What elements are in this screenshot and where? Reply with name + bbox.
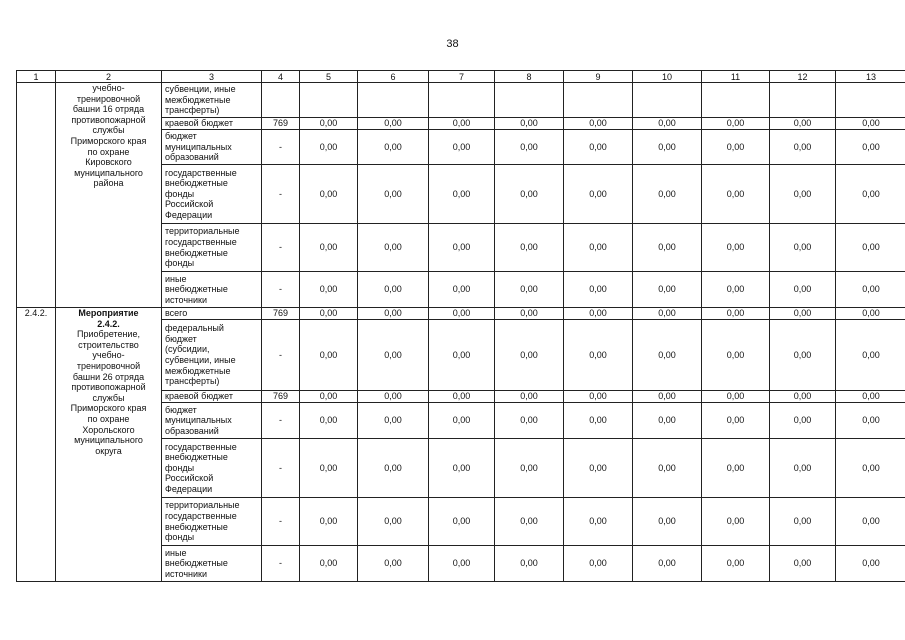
- activity-description-line: службы: [92, 125, 125, 136]
- budget-code-cell: -: [262, 272, 300, 308]
- funding-source-line: внебюджетные: [165, 178, 228, 189]
- funding-source-line: субвенции, иные: [165, 84, 236, 95]
- amount-cell: 0,00: [564, 224, 633, 272]
- funding-source: [162, 130, 262, 165]
- funding-source-line: территориальные: [165, 500, 240, 511]
- funding-source-line: государственные: [165, 236, 237, 247]
- funding-source-line: внебюджетные: [165, 452, 228, 463]
- amount-cell: [495, 83, 564, 118]
- amount-cell: 0,00: [836, 272, 905, 308]
- amount-cell: 0,00: [300, 403, 358, 439]
- amount-cell: 0,00: [633, 224, 702, 272]
- budget-code-cell: 769: [262, 308, 300, 320]
- amount-cell: 0,00: [429, 546, 495, 582]
- amount-cell: 0,00: [429, 272, 495, 308]
- funding-source-line: всего: [165, 308, 188, 319]
- table-row: [17, 83, 905, 118]
- item-code: 2.4.2.: [17, 308, 56, 582]
- funding-source: [162, 118, 262, 130]
- column-header: 13: [836, 71, 905, 83]
- amount-cell: 0,00: [495, 272, 564, 308]
- funding-source-line: государственные: [165, 441, 237, 452]
- amount-cell: 0,00: [836, 391, 905, 403]
- funding-source-line: муниципальных: [165, 415, 232, 426]
- column-header: 11: [702, 71, 770, 83]
- funding-source-line: муниципальных: [165, 141, 232, 152]
- activity-description-line: Приморского края: [70, 403, 147, 414]
- amount-cell: [633, 83, 702, 118]
- amount-cell: 0,00: [429, 308, 495, 320]
- funding-source-line: внебюджетные: [165, 247, 228, 258]
- amount-cell: 0,00: [702, 272, 770, 308]
- column-header: 2: [56, 71, 162, 83]
- activity-description-line: башни 16 отряда: [72, 104, 145, 115]
- activity-description-line: округа: [95, 445, 122, 456]
- budget-code-cell: -: [262, 224, 300, 272]
- amount-cell: 0,00: [564, 308, 633, 320]
- amount-cell: 0,00: [633, 403, 702, 439]
- amount-cell: 0,00: [633, 391, 702, 403]
- amount-cell: [429, 83, 495, 118]
- amount-cell: 0,00: [702, 165, 770, 224]
- amount-cell: 0,00: [770, 308, 836, 320]
- amount-cell: [300, 83, 358, 118]
- activity-description-line: Приобретение,: [77, 329, 140, 340]
- amount-cell: 0,00: [358, 118, 429, 130]
- amount-cell: 0,00: [495, 439, 564, 498]
- funding-source: [162, 546, 262, 582]
- amount-cell: 0,00: [836, 546, 905, 582]
- funding-source-line: государственные: [165, 167, 237, 178]
- amount-cell: [702, 83, 770, 118]
- amount-cell: 0,00: [633, 308, 702, 320]
- funding-source-line: бюджет: [165, 404, 197, 415]
- budget-code-cell: -: [262, 320, 300, 391]
- budget-code-cell: 769: [262, 118, 300, 130]
- amount-cell: 0,00: [300, 165, 358, 224]
- budget-code-cell: -: [262, 403, 300, 439]
- budget-code-cell: -: [262, 130, 300, 165]
- funding-source: [162, 498, 262, 546]
- amount-cell: 0,00: [836, 130, 905, 165]
- amount-cell: [564, 83, 633, 118]
- funding-source: [162, 439, 262, 498]
- activity-description-line: по охране: [87, 413, 130, 424]
- funding-source-line: краевой бюджет: [165, 391, 233, 402]
- activity-description-line: муниципального: [74, 435, 143, 446]
- amount-cell: 0,00: [300, 118, 358, 130]
- amount-cell: 0,00: [495, 308, 564, 320]
- amount-cell: 0,00: [564, 272, 633, 308]
- amount-cell: 0,00: [495, 118, 564, 130]
- funding-source: [162, 83, 262, 118]
- funding-source-line: федеральный: [165, 323, 224, 334]
- table-body: [17, 71, 905, 582]
- funding-source-line: государственные: [165, 510, 237, 521]
- amount-cell: 0,00: [358, 498, 429, 546]
- funding-source-line: Российской: [165, 473, 214, 484]
- amount-cell: 0,00: [495, 130, 564, 165]
- amount-cell: 0,00: [495, 165, 564, 224]
- funding-source-line: бюджет: [165, 131, 197, 142]
- activity-description-line: противопожарной: [71, 382, 146, 393]
- amount-cell: 0,00: [633, 272, 702, 308]
- funding-source: [162, 165, 262, 224]
- funding-source-line: образований: [165, 152, 219, 163]
- funding-source-line: иные: [165, 273, 187, 284]
- funding-source-line: бюджет: [165, 333, 197, 344]
- amount-cell: 0,00: [702, 391, 770, 403]
- column-header: 8: [495, 71, 564, 83]
- amount-cell: 0,00: [300, 546, 358, 582]
- budget-code-cell: -: [262, 546, 300, 582]
- amount-cell: 0,00: [429, 224, 495, 272]
- funding-source-line: фонды: [165, 462, 195, 473]
- amount-cell: 0,00: [770, 118, 836, 130]
- amount-cell: 0,00: [770, 439, 836, 498]
- amount-cell: 0,00: [564, 130, 633, 165]
- activity-description-line: тренировочной: [76, 93, 141, 104]
- amount-cell: 0,00: [564, 320, 633, 391]
- amount-cell: 0,00: [495, 498, 564, 546]
- amount-cell: 0,00: [836, 498, 905, 546]
- funding-source: [162, 391, 262, 403]
- funding-source: [162, 272, 262, 308]
- amount-cell: 0,00: [770, 272, 836, 308]
- funding-source-line: Федерации: [165, 483, 213, 494]
- funding-source-line: межбюджетные: [165, 94, 231, 105]
- amount-cell: 0,00: [633, 320, 702, 391]
- amount-cell: 0,00: [300, 391, 358, 403]
- funding-source-line: внебюджетные: [165, 521, 228, 532]
- column-header: 10: [633, 71, 702, 83]
- amount-cell: 0,00: [358, 308, 429, 320]
- column-header: 9: [564, 71, 633, 83]
- amount-cell: 0,00: [770, 498, 836, 546]
- amount-cell: 0,00: [702, 439, 770, 498]
- amount-cell: 0,00: [702, 546, 770, 582]
- funding-source-line: иные: [165, 547, 187, 558]
- funding-source-line: фонды: [165, 188, 195, 199]
- amount-cell: 0,00: [429, 320, 495, 391]
- activity-description-line: башни 26 отряда: [72, 371, 145, 382]
- funding-source-line: источники: [165, 568, 208, 579]
- amount-cell: 0,00: [300, 224, 358, 272]
- budget-code-cell: [262, 83, 300, 118]
- amount-cell: 0,00: [564, 403, 633, 439]
- amount-cell: 0,00: [633, 439, 702, 498]
- page-number: 38: [446, 38, 459, 50]
- activity-description-line: Кировского: [85, 157, 132, 168]
- funding-source: [162, 320, 262, 391]
- amount-cell: 0,00: [770, 130, 836, 165]
- activity-description-line: тренировочной: [76, 360, 141, 371]
- funding-source-line: субвенции, иные: [165, 355, 236, 365]
- column-header: 12: [770, 71, 836, 83]
- funding-source-line: краевой бюджет: [165, 118, 233, 129]
- amount-cell: 0,00: [836, 224, 905, 272]
- amount-cell: 0,00: [633, 130, 702, 165]
- amount-cell: 0,00: [358, 320, 429, 391]
- amount-cell: 0,00: [429, 118, 495, 130]
- activity-description-line: противопожарной: [71, 114, 146, 125]
- amount-cell: 0,00: [770, 546, 836, 582]
- amount-cell: 0,00: [770, 224, 836, 272]
- amount-cell: 0,00: [770, 320, 836, 391]
- amount-cell: 0,00: [495, 391, 564, 403]
- amount-cell: 0,00: [564, 118, 633, 130]
- amount-cell: 0,00: [300, 272, 358, 308]
- column-header: 5: [300, 71, 358, 83]
- funding-source-line: межбюджетные: [165, 365, 231, 376]
- amount-cell: 0,00: [429, 403, 495, 439]
- activity-description-line: учебно-: [92, 83, 125, 93]
- amount-cell: 0,00: [429, 498, 495, 546]
- activity-description-line: Хорольского: [82, 424, 135, 435]
- amount-cell: 0,00: [495, 224, 564, 272]
- activity-title-line: Мероприятие: [78, 308, 139, 318]
- funding-source-line: Федерации: [165, 209, 213, 220]
- amount-cell: 0,00: [358, 403, 429, 439]
- funding-source: [162, 224, 262, 272]
- amount-cell: 0,00: [836, 320, 905, 391]
- amount-cell: 0,00: [633, 546, 702, 582]
- item-description: [56, 308, 162, 582]
- funding-source-line: источники: [165, 294, 208, 305]
- amount-cell: 0,00: [495, 546, 564, 582]
- column-header: 4: [262, 71, 300, 83]
- activity-description-line: муниципального: [74, 167, 143, 178]
- item-code: [17, 83, 56, 308]
- funding-source: [162, 308, 262, 320]
- amount-cell: 0,00: [358, 224, 429, 272]
- activity-description-line: Приморского края: [70, 135, 147, 146]
- funding-source-line: трансферты): [165, 105, 220, 116]
- activity-title-line: 2.4.2.: [97, 318, 120, 329]
- amount-cell: [836, 83, 905, 118]
- amount-cell: 0,00: [358, 546, 429, 582]
- amount-cell: 0,00: [429, 439, 495, 498]
- column-header: 7: [429, 71, 495, 83]
- funding-source-line: трансферты): [165, 376, 220, 387]
- amount-cell: 0,00: [633, 118, 702, 130]
- amount-cell: 0,00: [429, 165, 495, 224]
- amount-cell: 0,00: [564, 546, 633, 582]
- amount-cell: 0,00: [300, 308, 358, 320]
- amount-cell: 0,00: [702, 224, 770, 272]
- activity-description-line: учебно-: [92, 350, 125, 361]
- amount-cell: 0,00: [770, 403, 836, 439]
- amount-cell: 0,00: [429, 130, 495, 165]
- amount-cell: 0,00: [300, 498, 358, 546]
- funding-source-line: фонды: [165, 532, 195, 543]
- amount-cell: 0,00: [633, 498, 702, 546]
- budget-code-cell: -: [262, 498, 300, 546]
- amount-cell: 0,00: [564, 439, 633, 498]
- amount-cell: 0,00: [358, 272, 429, 308]
- activity-description-line: строительство: [78, 339, 139, 350]
- funding-source-line: (субсидии,: [165, 344, 210, 355]
- amount-cell: 0,00: [300, 439, 358, 498]
- amount-cell: 0,00: [564, 391, 633, 403]
- funding-source-line: фонды: [165, 258, 195, 269]
- funding-source-line: территориальные: [165, 226, 240, 237]
- funding-source-line: внебюджетные: [165, 558, 228, 569]
- column-header: 1: [17, 71, 56, 83]
- amount-cell: [358, 83, 429, 118]
- amount-cell: 0,00: [702, 118, 770, 130]
- amount-cell: 0,00: [836, 118, 905, 130]
- amount-cell: 0,00: [564, 165, 633, 224]
- amount-cell: 0,00: [429, 391, 495, 403]
- table-row: [17, 308, 905, 320]
- amount-cell: 0,00: [836, 403, 905, 439]
- funding-source-line: внебюджетные: [165, 284, 228, 295]
- amount-cell: 0,00: [358, 130, 429, 165]
- header-row: [17, 71, 905, 83]
- amount-cell: 0,00: [495, 403, 564, 439]
- amount-cell: 0,00: [836, 439, 905, 498]
- amount-cell: 0,00: [702, 308, 770, 320]
- column-header: 3: [162, 71, 262, 83]
- budget-code-cell: -: [262, 439, 300, 498]
- amount-cell: 0,00: [300, 320, 358, 391]
- amount-cell: 0,00: [633, 165, 702, 224]
- activity-description-line: района: [93, 178, 124, 189]
- amount-cell: 0,00: [836, 165, 905, 224]
- amount-cell: 0,00: [770, 165, 836, 224]
- amount-cell: 0,00: [770, 391, 836, 403]
- amount-cell: 0,00: [702, 403, 770, 439]
- activity-description-line: по охране: [87, 146, 130, 157]
- budget-code-cell: 769: [262, 391, 300, 403]
- amount-cell: 0,00: [358, 165, 429, 224]
- activity-description-line: службы: [92, 392, 125, 403]
- item-description: [56, 83, 162, 308]
- funding-source-line: Российской: [165, 199, 214, 210]
- amount-cell: 0,00: [358, 391, 429, 403]
- funding-source: [162, 403, 262, 439]
- amount-cell: 0,00: [702, 130, 770, 165]
- amount-cell: 0,00: [702, 320, 770, 391]
- funding-source-line: образований: [165, 425, 219, 436]
- amount-cell: 0,00: [300, 130, 358, 165]
- amount-cell: 0,00: [564, 498, 633, 546]
- budget-code-cell: -: [262, 165, 300, 224]
- amount-cell: 0,00: [836, 308, 905, 320]
- amount-cell: 0,00: [358, 439, 429, 498]
- amount-cell: [770, 83, 836, 118]
- column-header: 6: [358, 71, 429, 83]
- budget-table: [16, 70, 905, 582]
- amount-cell: 0,00: [702, 498, 770, 546]
- amount-cell: 0,00: [495, 320, 564, 391]
